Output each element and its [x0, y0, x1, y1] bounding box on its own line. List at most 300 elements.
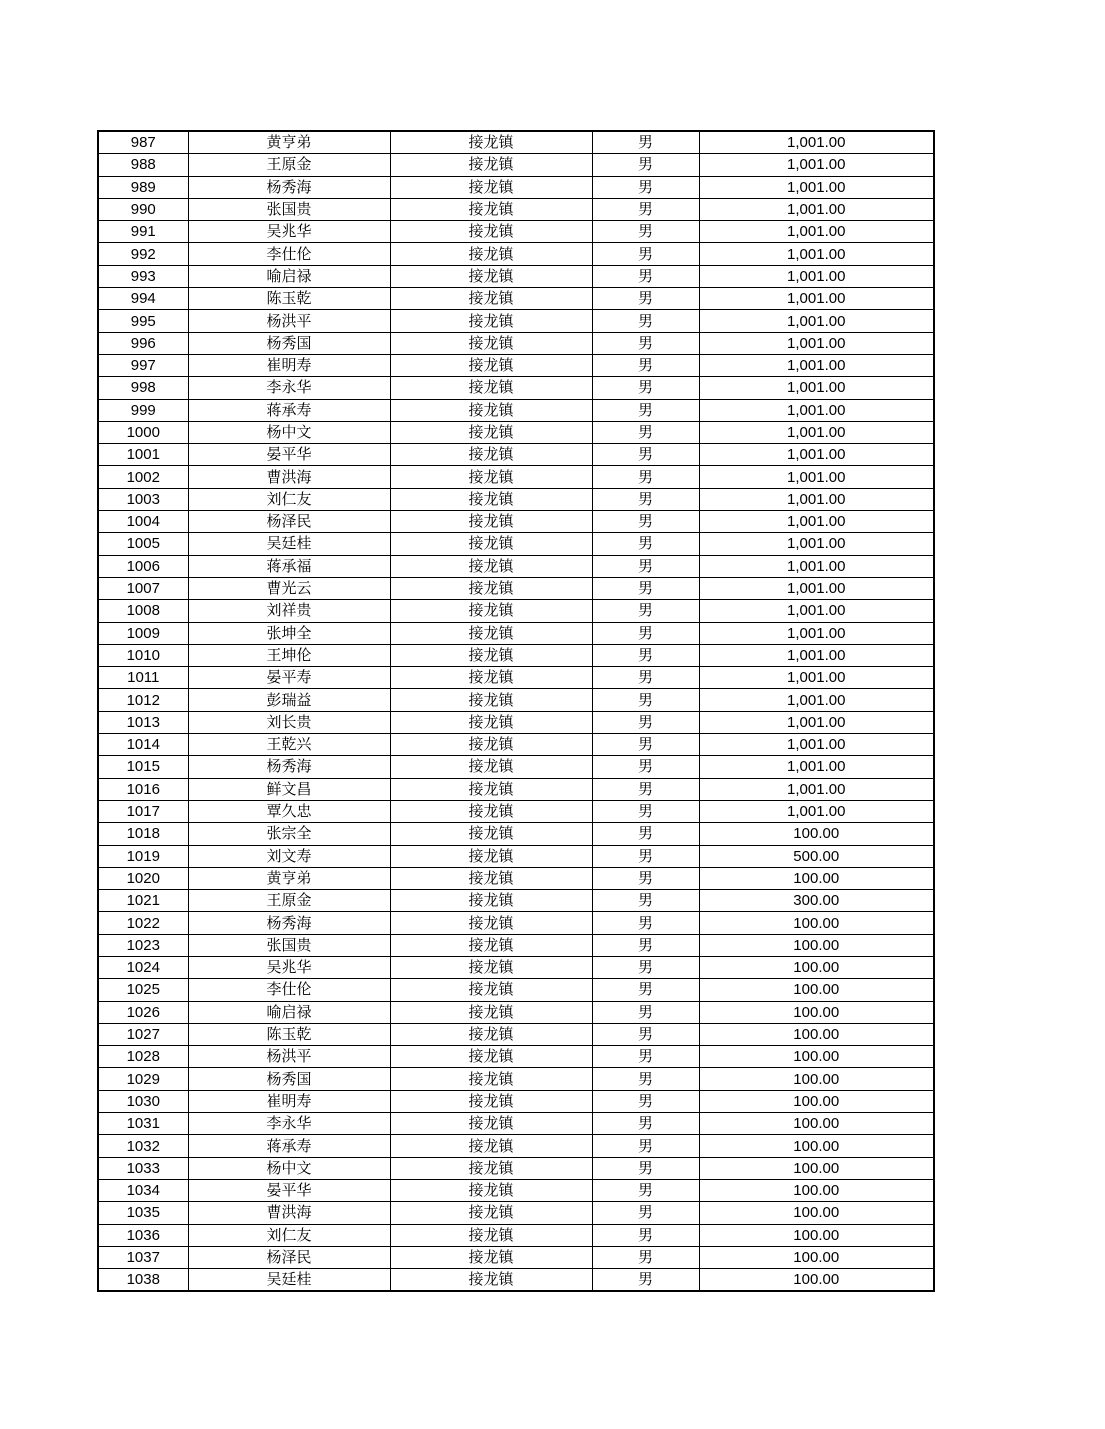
gender-cell: 男: [592, 1046, 699, 1068]
row-number-cell: 1016: [98, 778, 188, 800]
town-cell: 接龙镇: [390, 711, 592, 733]
table-row: [98, 956, 934, 978]
gender-cell: 男: [592, 555, 699, 577]
person-name-cell: 刘仁友: [188, 488, 390, 510]
gender-cell: 男: [592, 310, 699, 332]
table-row: [98, 198, 934, 220]
table-row: [98, 867, 934, 889]
table-row: [98, 288, 934, 310]
person-name-cell: 晏平华: [188, 444, 390, 466]
row-number-cell: 1015: [98, 756, 188, 778]
town-cell: 接龙镇: [390, 444, 592, 466]
amount-cell: 1,001.00: [699, 756, 934, 778]
gender-cell: 男: [592, 600, 699, 622]
town-cell: 接龙镇: [390, 154, 592, 176]
table-row: [98, 555, 934, 577]
town-cell: 接龙镇: [390, 310, 592, 332]
table-row: [98, 176, 934, 198]
gender-cell: 男: [592, 198, 699, 220]
gender-cell: 男: [592, 577, 699, 599]
amount-cell: 1,001.00: [699, 354, 934, 376]
amount-cell: 1,001.00: [699, 488, 934, 510]
amount-cell: 1,001.00: [699, 310, 934, 332]
town-cell: 接龙镇: [390, 399, 592, 421]
town-cell: 接龙镇: [390, 867, 592, 889]
table-row: [98, 890, 934, 912]
town-cell: 接龙镇: [390, 667, 592, 689]
table-row: [98, 845, 934, 867]
table-row: [98, 332, 934, 354]
gender-cell: 男: [592, 644, 699, 666]
person-name-cell: 刘祥贵: [188, 600, 390, 622]
row-number-cell: 1006: [98, 555, 188, 577]
row-number-cell: 998: [98, 377, 188, 399]
town-cell: 接龙镇: [390, 912, 592, 934]
gender-cell: 男: [592, 444, 699, 466]
town-cell: 接龙镇: [390, 1068, 592, 1090]
gender-cell: 男: [592, 1113, 699, 1135]
amount-cell: 1,001.00: [699, 154, 934, 176]
amount-cell: 100.00: [699, 1023, 934, 1045]
person-name-cell: 吴兆华: [188, 221, 390, 243]
amount-cell: 100.00: [699, 1202, 934, 1224]
town-cell: 接龙镇: [390, 622, 592, 644]
amount-cell: 1,001.00: [699, 176, 934, 198]
row-number-cell: 1009: [98, 622, 188, 644]
town-cell: 接龙镇: [390, 555, 592, 577]
gender-cell: 男: [592, 1157, 699, 1179]
row-number-cell: 1012: [98, 689, 188, 711]
person-name-cell: 覃久忠: [188, 800, 390, 822]
person-name-cell: 喻启禄: [188, 265, 390, 287]
amount-cell: 1,001.00: [699, 198, 934, 220]
table-row: [98, 310, 934, 332]
row-number-cell: 1018: [98, 823, 188, 845]
table-row: [98, 667, 934, 689]
town-cell: 接龙镇: [390, 1179, 592, 1201]
person-name-cell: 杨中文: [188, 421, 390, 443]
gender-cell: 男: [592, 689, 699, 711]
row-number-cell: 1003: [98, 488, 188, 510]
table-row: [98, 421, 934, 443]
person-name-cell: 黄亨弟: [188, 867, 390, 889]
town-cell: 接龙镇: [390, 533, 592, 555]
town-cell: 接龙镇: [390, 734, 592, 756]
amount-cell: 1,001.00: [699, 711, 934, 733]
amount-cell: 100.00: [699, 867, 934, 889]
town-cell: 接龙镇: [390, 332, 592, 354]
amount-cell: 1,001.00: [699, 800, 934, 822]
table-row: [98, 466, 934, 488]
amount-cell: 1,001.00: [699, 377, 934, 399]
gender-cell: 男: [592, 154, 699, 176]
town-cell: 接龙镇: [390, 354, 592, 376]
gender-cell: 男: [592, 934, 699, 956]
gender-cell: 男: [592, 912, 699, 934]
amount-cell: 100.00: [699, 956, 934, 978]
amount-cell: 100.00: [699, 912, 934, 934]
town-cell: 接龙镇: [390, 1023, 592, 1045]
person-name-cell: 鲜文昌: [188, 778, 390, 800]
town-cell: 接龙镇: [390, 466, 592, 488]
person-name-cell: 彭瑞益: [188, 689, 390, 711]
gender-cell: 男: [592, 1224, 699, 1246]
gender-cell: 男: [592, 221, 699, 243]
amount-cell: 1,001.00: [699, 689, 934, 711]
row-number-cell: 1019: [98, 845, 188, 867]
gender-cell: 男: [592, 265, 699, 287]
gender-cell: 男: [592, 778, 699, 800]
row-number-cell: 1023: [98, 934, 188, 956]
gender-cell: 男: [592, 734, 699, 756]
gender-cell: 男: [592, 466, 699, 488]
town-cell: 接龙镇: [390, 845, 592, 867]
town-cell: 接龙镇: [390, 823, 592, 845]
row-number-cell: 999: [98, 399, 188, 421]
gender-cell: 男: [592, 622, 699, 644]
town-cell: 接龙镇: [390, 890, 592, 912]
table-row: [98, 979, 934, 1001]
person-name-cell: 晏平华: [188, 1179, 390, 1201]
gender-cell: 男: [592, 1202, 699, 1224]
person-name-cell: 王原金: [188, 154, 390, 176]
person-name-cell: 杨秀海: [188, 176, 390, 198]
amount-cell: 100.00: [699, 1269, 934, 1292]
person-name-cell: 黄亨弟: [188, 131, 390, 154]
amount-cell: 100.00: [699, 1135, 934, 1157]
table-row: [98, 689, 934, 711]
gender-cell: 男: [592, 488, 699, 510]
town-cell: 接龙镇: [390, 1157, 592, 1179]
person-name-cell: 蒋承寿: [188, 1135, 390, 1157]
row-number-cell: 1020: [98, 867, 188, 889]
person-name-cell: 刘长贵: [188, 711, 390, 733]
row-number-cell: 1004: [98, 511, 188, 533]
person-name-cell: 吴廷桂: [188, 533, 390, 555]
row-number-cell: 993: [98, 265, 188, 287]
person-name-cell: 吴廷桂: [188, 1269, 390, 1292]
gender-cell: 男: [592, 176, 699, 198]
person-name-cell: 杨秀海: [188, 756, 390, 778]
gender-cell: 男: [592, 667, 699, 689]
row-number-cell: 994: [98, 288, 188, 310]
person-name-cell: 王原金: [188, 890, 390, 912]
row-number-cell: 1022: [98, 912, 188, 934]
person-name-cell: 刘文寿: [188, 845, 390, 867]
row-number-cell: 1001: [98, 444, 188, 466]
row-number-cell: 1007: [98, 577, 188, 599]
table-row: [98, 734, 934, 756]
amount-cell: 100.00: [699, 934, 934, 956]
person-name-cell: 杨泽民: [188, 511, 390, 533]
row-number-cell: 997: [98, 354, 188, 376]
town-cell: 接龙镇: [390, 288, 592, 310]
gender-cell: 男: [592, 533, 699, 555]
gender-cell: 男: [592, 399, 699, 421]
row-number-cell: 1026: [98, 1001, 188, 1023]
gender-cell: 男: [592, 867, 699, 889]
amount-cell: 100.00: [699, 823, 934, 845]
row-number-cell: 1027: [98, 1023, 188, 1045]
person-name-cell: 李仕伦: [188, 979, 390, 1001]
town-cell: 接龙镇: [390, 265, 592, 287]
amount-cell: 1,001.00: [699, 399, 934, 421]
gender-cell: 男: [592, 377, 699, 399]
gender-cell: 男: [592, 1090, 699, 1112]
amount-cell: 1,001.00: [699, 577, 934, 599]
amount-cell: 100.00: [699, 1113, 934, 1135]
person-name-cell: 曹光云: [188, 577, 390, 599]
person-name-cell: 杨洪平: [188, 1046, 390, 1068]
person-name-cell: 张宗全: [188, 823, 390, 845]
town-cell: 接龙镇: [390, 198, 592, 220]
town-cell: 接龙镇: [390, 1135, 592, 1157]
person-name-cell: 张坤全: [188, 622, 390, 644]
town-cell: 接龙镇: [390, 511, 592, 533]
amount-cell: 500.00: [699, 845, 934, 867]
row-number-cell: 988: [98, 154, 188, 176]
amount-cell: 1,001.00: [699, 332, 934, 354]
table-row: [98, 1224, 934, 1246]
town-cell: 接龙镇: [390, 1001, 592, 1023]
person-name-cell: 陈玉乾: [188, 1023, 390, 1045]
person-name-cell: 杨泽民: [188, 1246, 390, 1268]
row-number-cell: 996: [98, 332, 188, 354]
gender-cell: 男: [592, 1246, 699, 1268]
person-name-cell: 张国贵: [188, 934, 390, 956]
row-number-cell: 1024: [98, 956, 188, 978]
table-row: [98, 1068, 934, 1090]
amount-cell: 300.00: [699, 890, 934, 912]
table-row: [98, 912, 934, 934]
person-name-cell: 吴兆华: [188, 956, 390, 978]
amount-cell: 1,001.00: [699, 555, 934, 577]
person-name-cell: 蒋承寿: [188, 399, 390, 421]
row-number-cell: 1025: [98, 979, 188, 1001]
amount-cell: 1,001.00: [699, 131, 934, 154]
town-cell: 接龙镇: [390, 979, 592, 1001]
row-number-cell: 1021: [98, 890, 188, 912]
gender-cell: 男: [592, 711, 699, 733]
table-row: [98, 265, 934, 287]
row-number-cell: 1037: [98, 1246, 188, 1268]
person-name-cell: 李仕伦: [188, 243, 390, 265]
gender-cell: 男: [592, 979, 699, 1001]
town-cell: 接龙镇: [390, 1090, 592, 1112]
table-row: [98, 644, 934, 666]
amount-cell: 100.00: [699, 1157, 934, 1179]
table-row: [98, 1179, 934, 1201]
town-cell: 接龙镇: [390, 176, 592, 198]
person-name-cell: 张国贵: [188, 198, 390, 220]
row-number-cell: 1005: [98, 533, 188, 555]
amount-cell: 100.00: [699, 1090, 934, 1112]
town-cell: 接龙镇: [390, 1113, 592, 1135]
table-row: [98, 1135, 934, 1157]
town-cell: 接龙镇: [390, 600, 592, 622]
row-number-cell: 987: [98, 131, 188, 154]
person-name-cell: 李永华: [188, 1113, 390, 1135]
person-name-cell: 王乾兴: [188, 734, 390, 756]
amount-cell: 1,001.00: [699, 444, 934, 466]
amount-cell: 1,001.00: [699, 265, 934, 287]
table-row: [98, 600, 934, 622]
amount-cell: 1,001.00: [699, 734, 934, 756]
town-cell: 接龙镇: [390, 956, 592, 978]
row-number-cell: 992: [98, 243, 188, 265]
table-row: [98, 1113, 934, 1135]
town-cell: 接龙镇: [390, 934, 592, 956]
gender-cell: 男: [592, 800, 699, 822]
gender-cell: 男: [592, 421, 699, 443]
amount-cell: 100.00: [699, 1179, 934, 1201]
row-number-cell: 1000: [98, 421, 188, 443]
amount-cell: 1,001.00: [699, 511, 934, 533]
row-number-cell: 1032: [98, 1135, 188, 1157]
row-number-cell: 990: [98, 198, 188, 220]
table-row: [98, 778, 934, 800]
gender-cell: 男: [592, 332, 699, 354]
row-number-cell: 1014: [98, 734, 188, 756]
town-cell: 接龙镇: [390, 243, 592, 265]
table-row: [98, 934, 934, 956]
town-cell: 接龙镇: [390, 221, 592, 243]
person-name-cell: 曹洪海: [188, 1202, 390, 1224]
row-number-cell: 991: [98, 221, 188, 243]
table-row: [98, 221, 934, 243]
row-number-cell: 1010: [98, 644, 188, 666]
town-cell: 接龙镇: [390, 1202, 592, 1224]
row-number-cell: 995: [98, 310, 188, 332]
row-number-cell: 1031: [98, 1113, 188, 1135]
table-row: [98, 354, 934, 376]
town-cell: 接龙镇: [390, 488, 592, 510]
amount-cell: 1,001.00: [699, 243, 934, 265]
table-row: [98, 800, 934, 822]
subsidy-table: [97, 130, 935, 1292]
gender-cell: 男: [592, 1269, 699, 1292]
amount-cell: 1,001.00: [699, 778, 934, 800]
gender-cell: 男: [592, 756, 699, 778]
gender-cell: 男: [592, 288, 699, 310]
town-cell: 接龙镇: [390, 644, 592, 666]
person-name-cell: 崔明寿: [188, 1090, 390, 1112]
table-row: [98, 1269, 934, 1292]
amount-cell: 1,001.00: [699, 600, 934, 622]
person-name-cell: 崔明寿: [188, 354, 390, 376]
town-cell: 接龙镇: [390, 756, 592, 778]
table-row: [98, 577, 934, 599]
person-name-cell: 杨秀国: [188, 1068, 390, 1090]
row-number-cell: 1028: [98, 1046, 188, 1068]
table-row: [98, 1090, 934, 1112]
amount-cell: 100.00: [699, 1046, 934, 1068]
gender-cell: 男: [592, 890, 699, 912]
town-cell: 接龙镇: [390, 689, 592, 711]
row-number-cell: 1036: [98, 1224, 188, 1246]
row-number-cell: 1038: [98, 1269, 188, 1292]
row-number-cell: 1017: [98, 800, 188, 822]
gender-cell: 男: [592, 243, 699, 265]
amount-cell: 1,001.00: [699, 221, 934, 243]
town-cell: 接龙镇: [390, 1046, 592, 1068]
row-number-cell: 1029: [98, 1068, 188, 1090]
person-name-cell: 曹洪海: [188, 466, 390, 488]
town-cell: 接龙镇: [390, 421, 592, 443]
gender-cell: 男: [592, 1179, 699, 1201]
town-cell: 接龙镇: [390, 778, 592, 800]
gender-cell: 男: [592, 1068, 699, 1090]
amount-cell: 100.00: [699, 979, 934, 1001]
table-row: [98, 622, 934, 644]
person-name-cell: 刘仁友: [188, 1224, 390, 1246]
row-number-cell: 1033: [98, 1157, 188, 1179]
table-row: [98, 756, 934, 778]
amount-cell: 1,001.00: [699, 622, 934, 644]
table-row: [98, 377, 934, 399]
amount-cell: 1,001.00: [699, 667, 934, 689]
row-number-cell: 1030: [98, 1090, 188, 1112]
amount-cell: 100.00: [699, 1246, 934, 1268]
amount-cell: 1,001.00: [699, 533, 934, 555]
amount-cell: 1,001.00: [699, 288, 934, 310]
town-cell: 接龙镇: [390, 131, 592, 154]
gender-cell: 男: [592, 1001, 699, 1023]
table-body: [98, 131, 934, 1291]
row-number-cell: 1013: [98, 711, 188, 733]
town-cell: 接龙镇: [390, 377, 592, 399]
gender-cell: 男: [592, 845, 699, 867]
table-row: [98, 1157, 934, 1179]
gender-cell: 男: [592, 956, 699, 978]
gender-cell: 男: [592, 511, 699, 533]
person-name-cell: 蒋承福: [188, 555, 390, 577]
table-row: [98, 1023, 934, 1045]
person-name-cell: 晏平寿: [188, 667, 390, 689]
table-row: [98, 711, 934, 733]
gender-cell: 男: [592, 354, 699, 376]
table-row: [98, 399, 934, 421]
table-row: [98, 444, 934, 466]
table-row: [98, 131, 934, 154]
table-row: [98, 1001, 934, 1023]
gender-cell: 男: [592, 131, 699, 154]
town-cell: 接龙镇: [390, 1269, 592, 1292]
table-row: [98, 1246, 934, 1268]
table-row: [98, 1046, 934, 1068]
gender-cell: 男: [592, 823, 699, 845]
amount-cell: 1,001.00: [699, 466, 934, 488]
table-row: [98, 488, 934, 510]
town-cell: 接龙镇: [390, 1224, 592, 1246]
table-row: [98, 1202, 934, 1224]
row-number-cell: 1011: [98, 667, 188, 689]
amount-cell: 1,001.00: [699, 421, 934, 443]
table-row: [98, 243, 934, 265]
amount-cell: 100.00: [699, 1224, 934, 1246]
gender-cell: 男: [592, 1023, 699, 1045]
town-cell: 接龙镇: [390, 800, 592, 822]
row-number-cell: 1002: [98, 466, 188, 488]
person-name-cell: 李永华: [188, 377, 390, 399]
person-name-cell: 陈玉乾: [188, 288, 390, 310]
amount-cell: 100.00: [699, 1068, 934, 1090]
person-name-cell: 杨秀海: [188, 912, 390, 934]
person-name-cell: 杨洪平: [188, 310, 390, 332]
amount-cell: 100.00: [699, 1001, 934, 1023]
table-row: [98, 823, 934, 845]
table-row: [98, 533, 934, 555]
